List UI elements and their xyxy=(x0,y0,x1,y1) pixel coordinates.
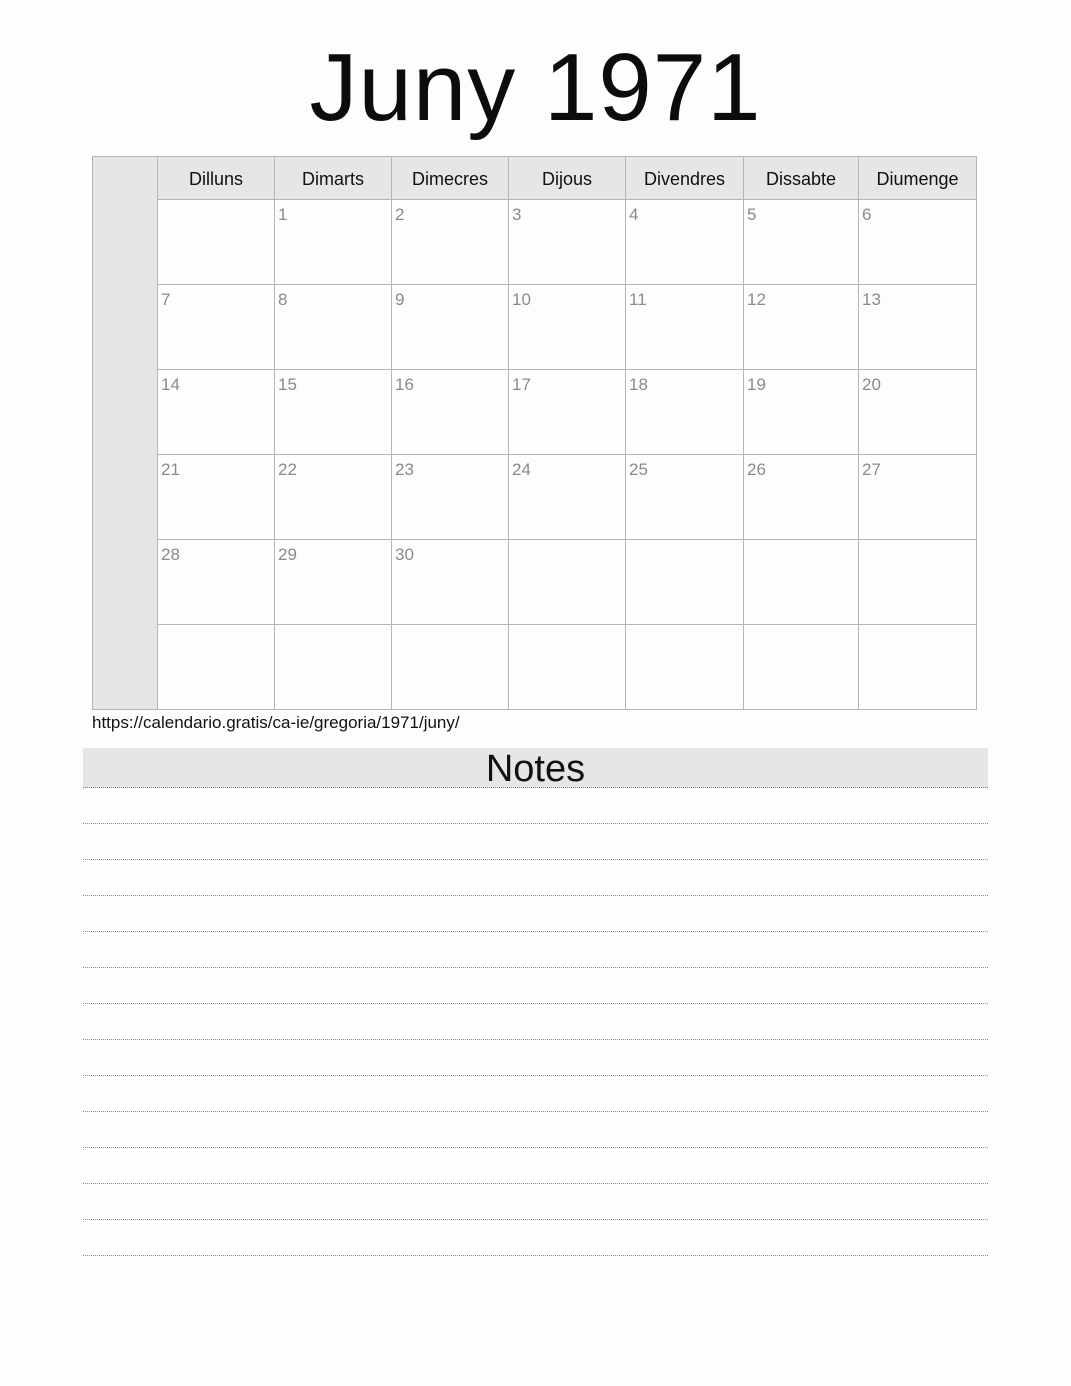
day-cell[interactable] xyxy=(392,200,509,284)
day-number: 16 xyxy=(395,375,414,394)
note-line[interactable] xyxy=(83,1184,988,1220)
day-cell[interactable] xyxy=(744,540,859,624)
day-number: 14 xyxy=(161,375,180,394)
weekday-header-row xyxy=(158,157,976,200)
day-number: 20 xyxy=(862,375,881,394)
week-row xyxy=(158,285,976,370)
week-side-bar xyxy=(93,157,158,709)
day-cell[interactable] xyxy=(859,540,976,624)
day-cell[interactable] xyxy=(744,455,859,539)
day-number: 12 xyxy=(747,290,766,309)
notes-section xyxy=(83,748,988,1256)
month-calendar xyxy=(92,156,977,710)
day-cell[interactable] xyxy=(275,285,392,369)
weekday-header: Dilluns xyxy=(158,157,275,199)
day-number: 18 xyxy=(629,375,648,394)
day-cell[interactable] xyxy=(158,200,275,284)
day-cell[interactable] xyxy=(626,625,744,709)
day-cell[interactable] xyxy=(509,540,626,624)
weekday-header: Divendres xyxy=(626,157,744,199)
day-cell[interactable] xyxy=(275,370,392,454)
day-cell[interactable] xyxy=(626,285,744,369)
day-cell[interactable] xyxy=(275,455,392,539)
day-number: 6 xyxy=(862,205,872,224)
note-line[interactable] xyxy=(83,968,988,1004)
day-cell[interactable] xyxy=(744,370,859,454)
note-line[interactable] xyxy=(83,1112,988,1148)
page-title: Juny 1971 xyxy=(309,34,762,141)
day-cell[interactable] xyxy=(626,455,744,539)
day-cell[interactable] xyxy=(275,200,392,284)
day-cell[interactable] xyxy=(509,285,626,369)
day-cell[interactable] xyxy=(392,370,509,454)
day-cell[interactable] xyxy=(275,540,392,624)
day-number: 2 xyxy=(395,205,405,224)
day-cell[interactable] xyxy=(859,625,976,709)
week-row xyxy=(158,370,976,455)
day-cell[interactable] xyxy=(509,455,626,539)
source-url: https://calendario.gratis/ca-ie/gregoria/1971/juny/ xyxy=(92,713,460,732)
day-number: 17 xyxy=(512,375,531,394)
day-number: 15 xyxy=(278,375,297,394)
day-number: 8 xyxy=(278,290,288,309)
day-number: 9 xyxy=(395,290,405,309)
weekday-header: Diumenge xyxy=(876,169,959,189)
note-line[interactable] xyxy=(83,1040,988,1076)
day-number: 11 xyxy=(629,290,647,309)
week-row xyxy=(158,625,976,709)
weekday-header: Dimarts xyxy=(275,157,392,199)
day-cell[interactable] xyxy=(744,285,859,369)
day-number: 1 xyxy=(278,205,288,224)
weekday-header: Dissabte xyxy=(744,157,859,199)
day-number: 25 xyxy=(629,460,648,479)
calendar-grid xyxy=(158,157,976,709)
day-cell[interactable] xyxy=(744,625,859,709)
note-line[interactable] xyxy=(83,1076,988,1112)
day-cell[interactable] xyxy=(744,200,859,284)
day-number: 7 xyxy=(161,290,171,309)
day-cell[interactable] xyxy=(392,540,509,624)
day-number: 10 xyxy=(512,290,531,309)
day-number: 24 xyxy=(512,460,531,479)
day-cell[interactable] xyxy=(509,370,626,454)
day-cell[interactable] xyxy=(859,285,976,369)
day-cell[interactable] xyxy=(275,625,392,709)
note-line[interactable] xyxy=(83,1004,988,1040)
day-cell[interactable] xyxy=(626,200,744,284)
day-number: 26 xyxy=(747,460,766,479)
note-line[interactable] xyxy=(83,1220,988,1256)
day-number: 22 xyxy=(278,460,297,479)
note-line[interactable] xyxy=(83,896,988,932)
week-row xyxy=(158,200,976,285)
notes-title: Notes xyxy=(83,748,988,788)
weeks-container xyxy=(158,200,976,709)
day-number: 3 xyxy=(512,205,522,224)
note-line[interactable] xyxy=(83,824,988,860)
day-cell[interactable] xyxy=(392,625,509,709)
day-cell[interactable] xyxy=(859,200,976,284)
day-number: 23 xyxy=(395,460,414,479)
day-cell[interactable] xyxy=(626,540,744,624)
day-number: 21 xyxy=(161,460,180,479)
week-row xyxy=(158,455,976,540)
day-cell[interactable] xyxy=(158,625,275,709)
day-cell[interactable] xyxy=(158,370,275,454)
day-cell[interactable] xyxy=(158,285,275,369)
day-cell[interactable] xyxy=(509,200,626,284)
week-row xyxy=(158,540,976,625)
day-number: 28 xyxy=(161,545,180,564)
note-line[interactable] xyxy=(83,788,988,824)
day-number: 29 xyxy=(278,545,297,564)
day-number: 30 xyxy=(395,545,414,564)
day-number: 13 xyxy=(862,290,881,309)
weekday-header: Dijous xyxy=(509,157,626,199)
note-lines xyxy=(83,788,988,1256)
day-cell[interactable] xyxy=(158,540,275,624)
day-cell[interactable] xyxy=(509,625,626,709)
day-cell[interactable] xyxy=(158,455,275,539)
day-number: 5 xyxy=(747,205,757,224)
day-cell[interactable] xyxy=(392,455,509,539)
day-cell[interactable] xyxy=(859,455,976,539)
note-line[interactable] xyxy=(83,932,988,968)
day-cell[interactable] xyxy=(859,370,976,454)
day-number: 19 xyxy=(747,375,766,394)
note-line[interactable] xyxy=(83,860,988,896)
note-line[interactable] xyxy=(83,1148,988,1184)
weekday-header: Dimecres xyxy=(392,157,509,199)
day-number: 4 xyxy=(629,205,639,224)
day-number: 27 xyxy=(862,460,881,479)
day-cell[interactable] xyxy=(626,370,744,454)
day-cell[interactable] xyxy=(392,285,509,369)
